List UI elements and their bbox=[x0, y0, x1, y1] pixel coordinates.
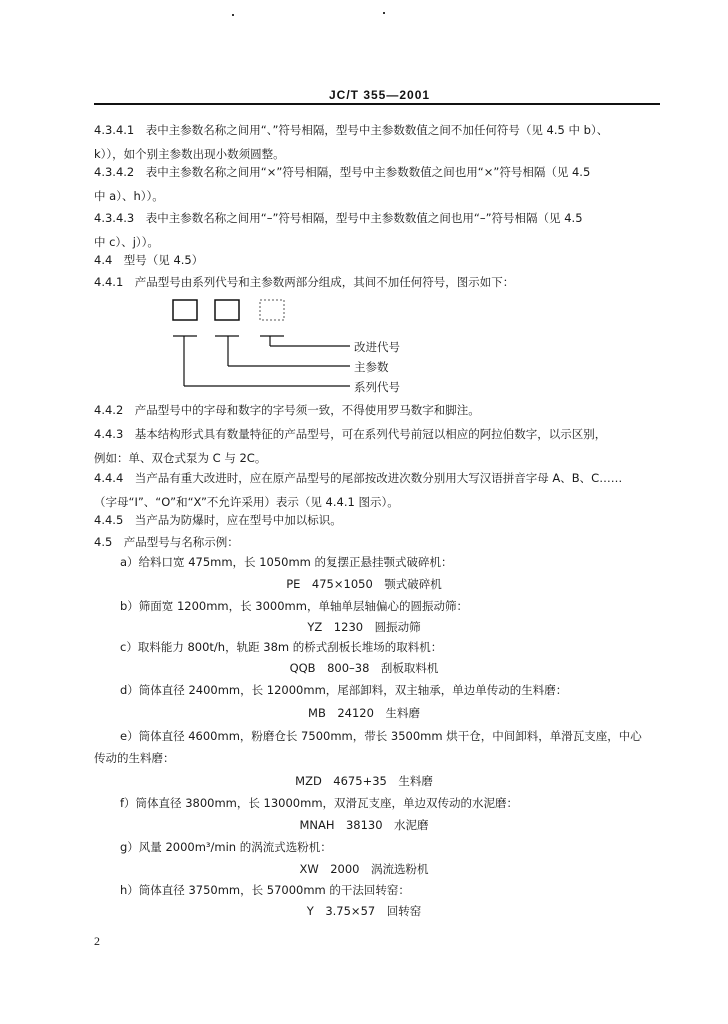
clause-line: 4.5 产品型号与名称示例： bbox=[94, 535, 239, 549]
clause-line: 4.4.3 基本结构形式具有数量特征的产品型号，可在系列代号前冠以相应的阿拉伯数字，以示区别， bbox=[94, 427, 607, 441]
label-main-parameter: 主参数 bbox=[354, 360, 389, 374]
clause-4-4-1 bbox=[94, 270, 664, 294]
clause-line: 4.4.4 当产品有重大改进时，应在原产品型号的尾部按改进次数分别用大写汉语拼音字母 A、B、C…… bbox=[94, 471, 623, 485]
example-g-model: XW 2000 涡流选粉机 bbox=[299, 862, 429, 876]
clause-line: 中 c）、j））。 bbox=[94, 235, 159, 249]
clause-line: 4.3.4.3 表中主参数名称之间用“–”符号相隔，型号中主参数数值之间也用“–”符号相隔（见 4.5 bbox=[94, 211, 583, 225]
clause-line: 中 a）、h））。 bbox=[94, 189, 164, 203]
main-param-box bbox=[215, 300, 239, 320]
example-b-desc: b）筛面宽 1200mm，长 3000mm，单轴单层轴偏心的圆振动筛： bbox=[120, 599, 468, 613]
example-c-desc: c）取料能力 800t/h，轨距 38m 的桥式刮板长堆场的取料机： bbox=[120, 640, 443, 654]
example-a-desc: a）给料口宽 475mm，长 1050mm 的复摆正悬挂颚式破碎机： bbox=[120, 555, 453, 569]
example-e-desc-cont: 传动的生料磨： bbox=[94, 751, 175, 765]
model-structure-diagram bbox=[170, 298, 430, 398]
header-rule bbox=[94, 103, 660, 105]
scan-speck bbox=[383, 12, 385, 14]
clause-line: 4.3.4.2 表中主参数名称之间用“×”符号相隔，型号中主参数数值之间也用“×”符号相隔（见 4.5 bbox=[94, 165, 591, 179]
example-d-model: MB 24120 生料磨 bbox=[308, 706, 420, 720]
example-b-model: YZ 1230 圆振动筛 bbox=[307, 620, 421, 634]
example-h-model: Y 3.75×57 回转窑 bbox=[306, 904, 422, 918]
clause-4-4-2 bbox=[94, 398, 664, 422]
clause-line: k）），如个别主参数出现小数须圆整。 bbox=[94, 147, 285, 161]
series-code-box bbox=[173, 300, 197, 320]
standard-code: JC/T 355—2001 bbox=[329, 88, 431, 102]
clause-4-4-5 bbox=[94, 508, 664, 532]
clause-4-4-3 bbox=[94, 422, 664, 470]
page-number: 2 bbox=[94, 934, 100, 948]
example-h-desc: h）筒体直径 3750mm，长 57000mm 的干法回转窑： bbox=[120, 883, 410, 897]
clause-4-3-4-1 bbox=[94, 118, 664, 166]
improvement-code-box bbox=[260, 300, 284, 320]
page-header bbox=[0, 88, 728, 108]
clause-line: 例如：单、双仓式泵为 C 与 2C。 bbox=[94, 451, 267, 465]
clause-4-4-4 bbox=[94, 466, 664, 514]
clause-line: 4.4.5 当产品为防爆时，应在型号中加以标识。 bbox=[94, 513, 342, 527]
scan-speck bbox=[232, 14, 234, 16]
clause-line: 4.3.4.1 表中主参数名称之间用“、”符号相隔，型号中主参数数值之间不加任何符号（见 4.5 中 b）、 bbox=[94, 123, 609, 137]
example-f-desc: f）筒体直径 3800mm，长 13000mm，双滑瓦支座，单边双传动的水泥磨： bbox=[120, 796, 519, 810]
clause-4-3-4-2 bbox=[94, 160, 664, 208]
example-d-desc: d）筒体直径 2400mm，长 12000mm，尾部卸料，双主轴承，单边单传动的生料磨： bbox=[120, 683, 568, 697]
clause-4-5 bbox=[94, 530, 664, 554]
example-a-model: PE 475×1050 颚式破碎机 bbox=[286, 577, 442, 591]
clause-4-3-4-3 bbox=[94, 206, 664, 254]
clause-line: 4.4.2 产品型号中的字母和数字的字号须一致，不得使用罗马数字和脚注。 bbox=[94, 403, 480, 417]
example-f-model: MNAH 38130 水泥磨 bbox=[299, 818, 429, 832]
clause-line: （字母“I”、“O”和“X”不允许采用）表示（见 4.4.1 图示）。 bbox=[94, 495, 399, 509]
clause-line: 4.4.1 产品型号由系列代号和主参数两部分组成，其间不加任何符号，图示如下： bbox=[94, 275, 515, 289]
example-g-desc: g）风量 2000m³/min 的涡流式选粉机： bbox=[120, 840, 332, 854]
example-c-model: QQB 800–38 刮板取料机 bbox=[289, 661, 439, 675]
label-series-code: 系列代号 bbox=[354, 380, 400, 394]
example-e-desc: e）筒体直径 4600mm，粉磨仓长 7500mm，带长 3500mm 烘干仓，中间卸料，单滑瓦支座，中心 bbox=[120, 729, 642, 743]
example-e-model: MZD 4675+35 生料磨 bbox=[295, 774, 433, 788]
clause-line: 4.4 型号（见 4.5） bbox=[94, 253, 204, 267]
label-improvement-code: 改进代号 bbox=[354, 340, 400, 354]
clause-4-4 bbox=[94, 248, 664, 272]
